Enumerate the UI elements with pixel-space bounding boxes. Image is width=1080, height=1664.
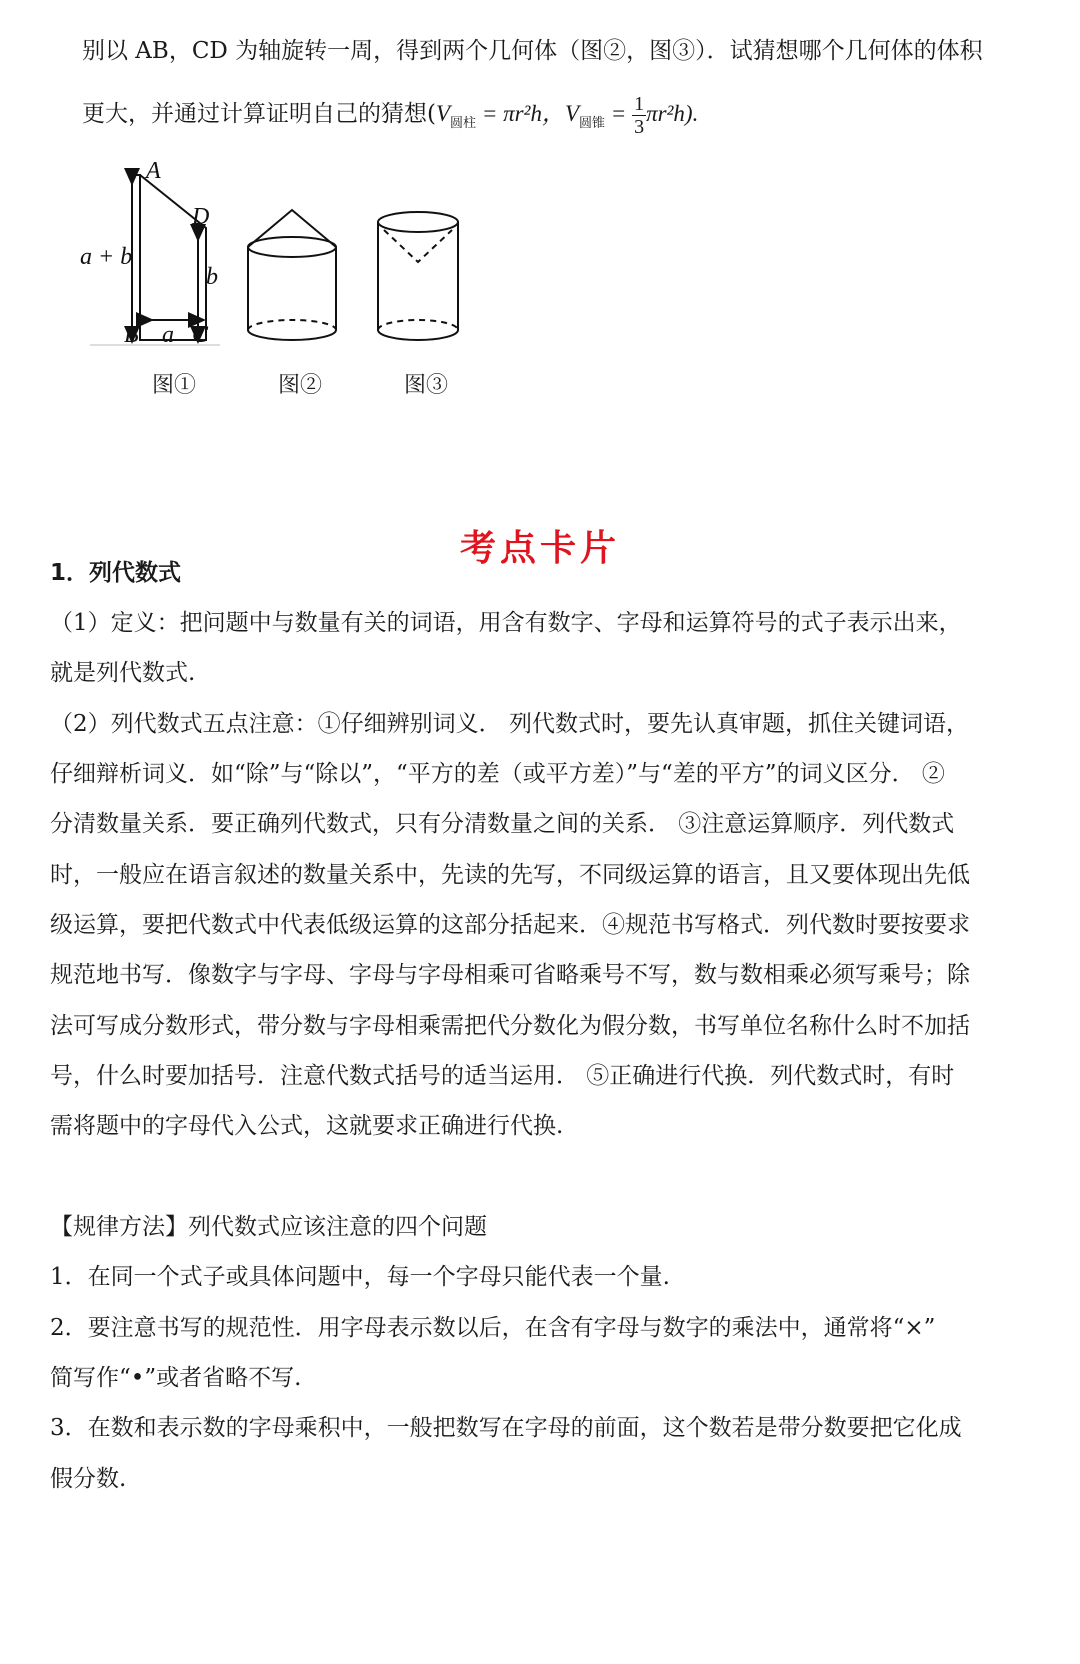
method-item: 简写作“•”或者省略不写. [50, 1365, 302, 1391]
label-a-plus-b: a + b [80, 244, 133, 270]
cylinder3-bottom-front [378, 330, 458, 340]
label-B: B [124, 322, 139, 348]
cone-top [248, 210, 336, 247]
label-b: b [206, 264, 218, 290]
fraction-numerator: 1 [634, 93, 645, 116]
hollow-cone [384, 230, 452, 262]
formula-cylinder-rhs: = πr²h， [476, 101, 565, 126]
label-D: D [192, 204, 210, 230]
method-item: 1．在同一个式子或具体问题中，每一个字母只能代表一个量. [50, 1264, 670, 1290]
label-A: A [146, 158, 161, 184]
figure-2-cone-on-cylinder [248, 210, 336, 340]
method-item: 2．要注意书写的规范性．用字母表示数以后，在含有字母与数字的乘法中，通常将“×” [50, 1315, 936, 1341]
notes-line: 号，什么时要加括号．注意代数式括号的适当运用． ⑤正确进行代换．列代数式时，有时 [50, 1063, 955, 1089]
notes-line: 分清数量关系．要正确列代数式，只有分清数量之间的关系． ③注意运算顺序．列代数式 [50, 811, 955, 837]
method-heading: 【规律方法】列代数式应该注意的四个问题 [50, 1214, 487, 1240]
geometry-figures [0, 0, 1080, 420]
trapezoid-outline [130, 175, 206, 340]
caption-figure-3: 图③ [404, 373, 449, 398]
formula-cone-rhs: πr²h). [646, 101, 699, 126]
section-title: 考点卡片 [459, 528, 620, 569]
formula-cone-eq: = [605, 101, 633, 126]
caption-figure-2: 图② [278, 373, 323, 398]
problem-line-2-text: 更大，并通过计算证明自己的猜想( [82, 101, 436, 127]
cylinder-top-ellipse [248, 237, 336, 257]
cylinder-bottom-front [248, 330, 336, 340]
fraction-denominator: 3 [634, 116, 645, 139]
caption-figure-1: 图① [152, 373, 197, 398]
notes-line: 级运算，要把代数式中代表低级运算的这部分括起来．④规范书写格式．列代数时要按要求 [50, 912, 970, 938]
formula-cylinder-sub: 圆柱 [450, 115, 477, 130]
method-item: 假分数. [50, 1466, 127, 1492]
method-item: 3．在数和表示数的字母乘积中，一般把数写在字母的前面，这个数若是带分数要把它化成 [50, 1415, 962, 1441]
topic-heading: 1．列代数式 [50, 560, 182, 586]
label-C: C [192, 322, 209, 348]
notes-line: （2）列代数式五点注意：①仔细辨别词义． 列代数式时，要先认真审题，抓住关键词语， [50, 711, 969, 737]
figure-3-cylinder-with-hollow-cone [378, 212, 458, 340]
cylinder-top-ellipse-3 [378, 212, 458, 232]
cylinder-bottom-back [248, 320, 336, 330]
cylinder3-bottom-back [378, 320, 458, 330]
notes-line: 法可写成分数形式，带分数与字母相乘需把代分数化为假分数，书写单位名称什么时不加括 [50, 1013, 970, 1039]
formula-cone-sub: 圆锥 [579, 115, 606, 130]
formula-cylinder-v: V [435, 101, 451, 126]
notes-line: 规范地书写．像数字与字母、字母与字母相乘可省略乘号不写，数与数相乘必须写乘号；除 [50, 962, 970, 988]
problem-line-1: 别以 AB，CD 为轴旋转一周，得到两个几何体（图②，图③）．试猜想哪个几何体的体积 [82, 38, 983, 64]
definition-line-1: （1）定义：把问题中与数量有关的词语，用含有数字、字母和运算符号的式子表示出来， [50, 610, 962, 636]
notes-line: 需将题中的字母代入公式，这就要求正确进行代换. [50, 1113, 564, 1139]
definition-line-2: 就是列代数式. [50, 660, 196, 686]
label-a: a [162, 322, 174, 348]
formula-cone-v: V [564, 101, 580, 126]
notes-line: 时，一般应在语言叙述的数量关系中，先读的先写，不同级运算的语言，且又要体现出先低 [50, 862, 970, 888]
notes-line: 仔细辩析词义．如“除”与“除以”，“平方的差（或平方差）”与“差的平方”的词义区分． ② [50, 761, 945, 787]
